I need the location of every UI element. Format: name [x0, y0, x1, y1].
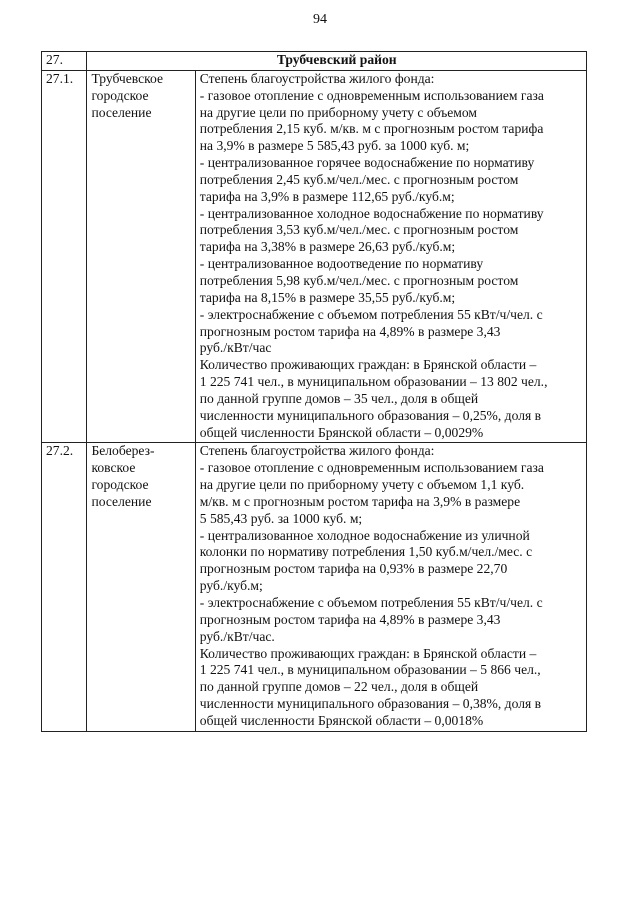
content-line: - газовое отопление с одновременным использованием газа	[199, 460, 544, 476]
content-line: численности муниципального образования – 0,25%, доля в	[199, 407, 542, 423]
content-line: 5 585,43 руб. за 1000 куб. м;	[199, 510, 363, 526]
content-line: - централизованное холодное водоснабжение из уличной	[199, 527, 530, 543]
row-number: 27.1.	[42, 70, 87, 443]
content-line: Количество проживающих граждан: в Брянской области –	[199, 645, 537, 661]
content-line: - централизованное водоотведение по нормативу	[199, 256, 484, 272]
content-line: потребления 2,15 куб. м/кв. м с прогнозным ростом тарифа	[199, 121, 544, 137]
settlement-name-line: Белоберез-	[91, 443, 155, 459]
content-line: по данной группе домов – 22 чел., доля в общей	[199, 679, 479, 695]
content-line: общей численности Брянской области – 0,0018%	[199, 712, 484, 728]
content-line: колонки по нормативу потребления 1,50 куб.м/чел./мес. с	[199, 544, 533, 560]
content-line: 1 225 741 чел., в муниципальном образовании – 5 866 чел.,	[199, 662, 541, 678]
section-header-row	[42, 52, 587, 71]
content-line: прогнозным ростом тарифа на 0,93% в размере 22,70	[199, 561, 508, 577]
content-line: 1 225 741 чел., в муниципальном образовании – 13 802 чел.,	[199, 374, 548, 390]
content-line: общей численности Брянской области – 0,0029%	[199, 424, 484, 440]
tariff-table	[41, 51, 587, 732]
content-line: руб./кВт/час	[199, 340, 272, 356]
content-line: потребления 2,45 куб.м/чел./мес. с прогнозным ростом	[199, 171, 519, 187]
settlement-name-line: городское	[91, 87, 149, 103]
content-line: потребления 5,98 куб.м/чел./мес. с прогнозным ростом	[199, 272, 519, 288]
content-line: прогнозным ростом тарифа на 4,89% в размере 3,43	[199, 323, 501, 339]
section-number: 27.	[42, 52, 87, 71]
content-line: - электроснабжение с объемом потребления 55 кВт/ч/чел. с	[199, 595, 543, 610]
section-title: Трубчевский район	[87, 52, 587, 71]
content-line: на другие цели по приборному учету с объемом	[199, 104, 478, 120]
content-line: руб./куб.м;	[199, 578, 263, 594]
content-line: - электроснабжение с объемом потребления 55 кВт/ч/чел. с	[199, 306, 543, 322]
content-line: на другие цели по приборному учету с объемом 1,1 куб.	[199, 477, 525, 493]
settlement-name	[87, 443, 195, 731]
content-line: по данной группе домов – 35 чел., доля в общей	[199, 390, 479, 406]
content-line: Степень благоустройства жилого фонда:	[199, 443, 435, 459]
content-line: на 3,9% в размере 5 585,43 руб. за 1000 куб. м;	[199, 138, 470, 154]
content-line: - централизованное холодное водоснабжение по нормативу	[199, 205, 544, 221]
settlement-name-line: ковское	[91, 460, 136, 476]
row-content	[195, 443, 586, 731]
content-line: - газовое отопление с одновременным использованием газа	[199, 87, 544, 103]
settlement-name-line: поселение	[91, 104, 152, 120]
table-row	[42, 70, 587, 443]
content-line: Количество проживающих граждан: в Брянской области –	[199, 357, 537, 373]
row-content	[195, 70, 586, 443]
content-line: м/кв. м с прогнозным ростом тарифа на 3,9% в размере	[199, 493, 521, 509]
settlement-name-line: Трубчевское	[91, 70, 164, 86]
content-line: потребления 3,53 куб.м/чел./мес. с прогнозным ростом	[199, 222, 519, 238]
row-number: 27.2.	[42, 443, 87, 731]
content-line: прогнозным ростом тарифа на 4,89% в размере 3,43	[199, 611, 501, 627]
content-line: тарифа на 8,15% в размере 35,55 руб./куб.м;	[199, 289, 456, 305]
content-line: Степень благоустройства жилого фонда:	[199, 70, 435, 86]
settlement-name-line: городское	[91, 477, 149, 493]
content-line: тарифа на 3,38% в размере 26,63 руб./куб.м;	[199, 239, 456, 255]
table-row	[42, 443, 587, 731]
settlement-name-line: поселение	[91, 493, 152, 509]
content-line: - централизованное горячее водоснабжение по нормативу	[199, 155, 535, 171]
content-line: численности муниципального образования – 0,38%, доля в	[199, 696, 542, 712]
settlement-name	[87, 70, 195, 443]
content-line: руб./кВт/час.	[199, 628, 275, 644]
page-number: 94	[313, 12, 327, 27]
content-line: тарифа на 3,9% в размере 112,65 руб./куб.м;	[199, 188, 455, 204]
